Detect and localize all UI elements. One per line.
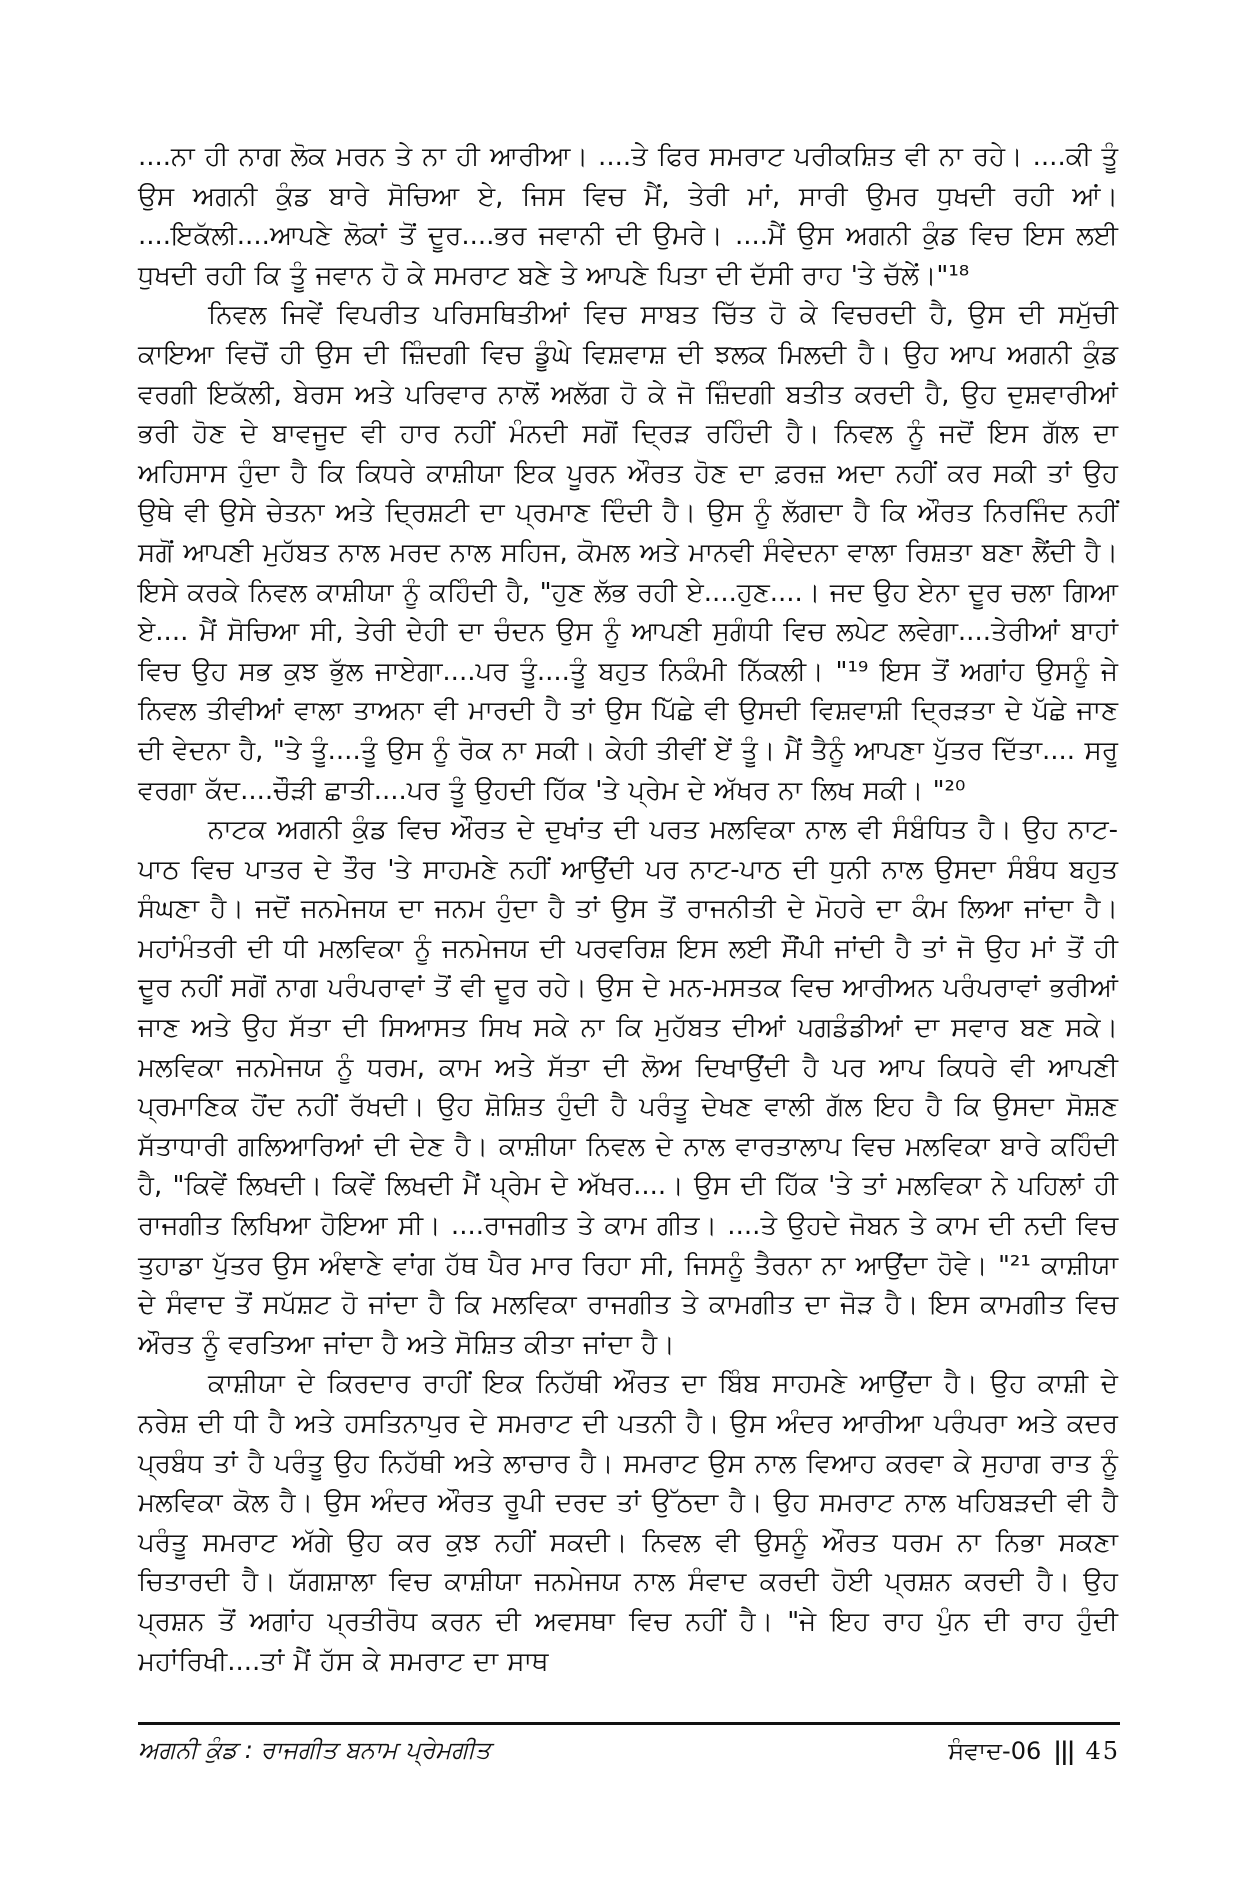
page-footer — [138, 1734, 1120, 1774]
paragraph-malvika: ਨਾਟਕ ਅਗਨੀ ਕੁੰਡ ਵਿਚ ਔਰਤ ਦੇ ਦੁਖਾਂਤ ਦੀ ਪਰਤ ਮਲਵਿਕਾ ਨਾਲ ਵੀ ਸੰਬੰਧਿਤ ਹੈ। ਉਹ ਨਾਟ-ਪਾਠ ਵਿਚ ਪਾਤਰ ਦੇ ਤੌਰ 'ਤੇ ਸਾਹਮਣੇ ਨਹੀਂ ਆਉਂਦੀ ਪਰ ਨਾਟ-ਪਾਠ ਦੀ ਧੁਨੀ ਨਾਲ ਉਸਦਾ ਸੰਬੰਧ ਬਹੁਤ ਸੰਘਣਾ ਹੈ। ਜਦੋਂ ਜਨਮੇਜਯ ਦਾ ਜਨਮ ਹੁੰਦਾ ਹੈ ਤਾਂ ਉਸ ਤੋਂ ਰਾਜਨੀਤੀ ਦੇ ਮੋਹਰੇ ਦਾ ਕੰਮ ਲਿਆ ਜਾਂਦਾ ਹੈ। ਮਹਾਂਮੰਤਰੀ ਦੀ ਧੀ ਮਲਵਿਕਾ ਨੂੰ ਜਨਮੇਜਯ ਦੀ ਪਰਵਰਿਸ਼ ਇਸ ਲਈ ਸੌਂਪੀ ਜਾਂਦੀ ਹੈ ਤਾਂ ਜੋ ਉਹ ਮਾਂ ਤੋਂ ਹੀ ਦੂਰ ਨਹੀਂ ਸਗੋਂ ਨਾਗ ਪਰੰਪਰਾਵਾਂ ਤੋਂ ਵੀ ਦੂਰ ਰਹੇ। ਉਸ ਦੇ ਮਨ-ਮਸਤਕ ਵਿਚ ਆਰੀਅਨ ਪਰੰਪਰਾਵਾਂ ਭਰੀਆਂ ਜਾਣ ਅਤੇ ਉਹ ਸੱਤਾ ਦੀ ਸਿਆਸਤ ਸਿਖ ਸਕੇ ਨਾ ਕਿ ਮੁਹੱਬਤ ਦੀਆਂ ਪਗਡੰਡੀਆਂ ਦਾ ਸਵਾਰ ਬਣ ਸਕੇ। ਮਲਵਿਕਾ ਜਨਮੇਜਯ ਨੂੰ ਧਰਮ, ਕਾਮ ਅਤੇ ਸੱਤਾ ਦੀ ਲੋਅ ਦਿਖਾਉਂਦੀ ਹੈ ਪਰ ਆਪ ਕਿਧਰੇ ਵੀ ਆਪਣੀ ਪ੍ਰਮਾਣਿਕ ਹੋਂਦ ਨਹੀਂ ਰੱਖਦੀ। ਉਹ ਸ਼ੋਸ਼ਿਤ ਹੁੰਦੀ ਹੈ ਪਰੰਤੂ ਦੇਖਣ ਵਾਲੀ ਗੱਲ ਇਹ ਹੈ ਕਿ ਉਸਦਾ ਸੋਸ਼ਣ ਸੱਤਾਧਾਰੀ ਗਲਿਆਰਿਆਂ ਦੀ ਦੇਣ ਹੈ। ਕਾਸ਼ੀਯਾ ਨਿਵਲ ਦੇ ਨਾਲ ਵਾਰਤਾਲਾਪ ਵਿਚ ਮਲਵਿਕਾ ਬਾਰੇ ਕਹਿੰਦੀ ਹੈ, "ਕਿਵੇਂ ਲਿਖਦੀ। ਕਿਵੇਂ ਲਿਖਦੀ ਮੈਂ ਪ੍ਰੇਮ ਦੇ ਅੱਖਰ....। ਉਸ ਦੀ ਹਿੱਕ 'ਤੇ ਤਾਂ ਮਲਵਿਕਾ ਨੇ ਪਹਿਲਾਂ ਹੀ ਰਾਜਗੀਤ ਲਿਖਿਆ ਹੋਇਆ ਸੀ। ....ਰਾਜਗੀਤ ਤੇ ਕਾਮ ਗੀਤ। ....ਤੇ ਉਹਦੇ ਜੋਬਨ ਤੇ ਕਾਮ ਦੀ ਨਦੀ ਵਿਚ ਤੁਹਾਡਾ ਪੁੱਤਰ ਉਸ ਅੰਞਾਣੇ ਵਾਂਗ ਹੱਥ ਪੈਰ ਮਾਰ ਰਿਹਾ ਸੀ, ਜਿਸਨੂੰ ਤੈਰਨਾ ਨਾ ਆਉਂਦਾ ਹੋਵੇ। "²¹ ਕਾਸ਼ੀਯਾ ਦੇ ਸੰਵਾਦ ਤੋਂ ਸਪੱਸ਼ਟ ਹੋ ਜਾਂਦਾ ਹੈ ਕਿ ਮਲਵਿਕਾ ਰਾਜਗੀਤ ਤੇ ਕਾਮਗੀਤ ਦਾ ਜੋੜ ਹੈ। ਇਸ ਕਾਮਗੀਤ ਵਿਚ ਔਰਤ ਨੂੰ ਵਰਤਿਆ ਜਾਂਦਾ ਹੈ ਅਤੇ ਸੋਸ਼ਿਤ ਕੀਤਾ ਜਾਂਦਾ ਹੈ। — [138, 815, 1118, 1360]
footer-divider — [138, 1722, 1120, 1725]
page-number: 45 — [1085, 1736, 1120, 1765]
paragraph-quote-continuation: ....ਨਾ ਹੀ ਨਾਗ ਲੋਕ ਮਰਨ ਤੇ ਨਾ ਹੀ ਆਰੀਆ। ....ਤੇ ਫਿਰ ਸਮਰਾਟ ਪਰੀਕਸ਼ਿਤ ਵੀ ਨਾ ਰਹੇ। ....ਕੀ ਤੂੰ ਉਸ ਅਗਨੀ ਕੁੰਡ ਬਾਰੇ ਸੋਚਿਆ ਏ, ਜਿਸ ਵਿਚ ਮੈਂ, ਤੇਰੀ ਮਾਂ, ਸਾਰੀ ਉਮਰ ਧੁਖਦੀ ਰਹੀ ਆਂ। ....ਇਕੱਲੀ....ਆਪਣੇ ਲੋਕਾਂ ਤੋਂ ਦੂਰ....ਭਰ ਜਵਾਨੀ ਦੀ ਉਮਰੇ। ....ਮੈਂ ਉਸ ਅਗਨੀ ਕੁੰਡ ਵਿਚ ਇਸ ਲਈ ਧੁਖਦੀ ਰਹੀ ਕਿ ਤੂੰ ਜਵਾਨ ਹੋ ਕੇ ਸਮਰਾਟ ਬਣੇ ਤੇ ਆਪਣੇ ਪਿਤਾ ਦੀ ਦੱਸੀ ਰਾਹ 'ਤੇ ਚੱਲੇਂ।"¹⁸ — [138, 142, 1118, 291]
footer-right — [948, 1736, 1120, 1765]
paragraph-nival: ਨਿਵਲ ਜਿਵੇਂ ਵਿਪਰੀਤ ਪਰਿਸਥਿਤੀਆਂ ਵਿਚ ਸਾਬਤ ਚਿੱਤ ਹੋ ਕੇ ਵਿਚਰਦੀ ਹੈ, ਉਸ ਦੀ ਸਮੁੱਚੀ ਕਾਇਆ ਵਿਚੋਂ ਹੀ ਉਸ ਦੀ ਜ਼ਿੰਦਗੀ ਵਿਚ ਡੂੰਘੇ ਵਿਸ਼ਵਾਸ਼ ਦੀ ਝਲਕ ਮਿਲਦੀ ਹੈ। ਉਹ ਆਪ ਅਗਨੀ ਕੁੰਡ ਵਰਗੀ ਇਕੱਲੀ, ਬੇਰਸ ਅਤੇ ਪਰਿਵਾਰ ਨਾਲੋਂ ਅਲੱਗ ਹੋ ਕੇ ਜੋ ਜ਼ਿੰਦਗੀ ਬਤੀਤ ਕਰਦੀ ਹੈ, ਉਹ ਦੁਸ਼ਵਾਰੀਆਂ ਭਰੀ ਹੋਣ ਦੇ ਬਾਵਜੂਦ ਵੀ ਹਾਰ ਨਹੀਂ ਮੰਨਦੀ ਸਗੋਂ ਦ੍ਰਿੜ ਰਹਿੰਦੀ ਹੈ। ਨਿਵਲ ਨੂੰ ਜਦੋਂ ਇਸ ਗੱਲ ਦਾ ਅਹਿਸਾਸ ਹੁੰਦਾ ਹੈ ਕਿ ਕਿਧਰੇ ਕਾਸ਼ੀਯਾ ਇਕ ਪੂਰਨ ਔਰਤ ਹੋਣ ਦਾ ਫ਼ਰਜ਼ ਅਦਾ ਨਹੀਂ ਕਰ ਸਕੀ ਤਾਂ ਉਹ ਉਥੇ ਵੀ ਉਸੇ ਚੇਤਨਾ ਅਤੇ ਦ੍ਰਿਸ਼ਟੀ ਦਾ ਪ੍ਰਮਾਣ ਦਿੰਦੀ ਹੈ। ਉਸ ਨੂੰ ਲੱਗਦਾ ਹੈ ਕਿ ਔਰਤ ਨਿਰਜਿੰਦ ਨਹੀਂ ਸਗੋਂ ਆਪਣੀ ਮੁਹੱਬਤ ਨਾਲ ਮਰਦ ਨਾਲ ਸਹਿਜ, ਕੋਮਲ ਅਤੇ ਮਾਨਵੀ ਸੰਵੇਦਨਾ ਵਾਲਾ ਰਿਸ਼ਤਾ ਬਣਾ ਲੈਂਦੀ ਹੈ। ਇਸੇ ਕਰਕੇ ਨਿਵਲ ਕਾਸ਼ੀਯਾ ਨੂੰ ਕਹਿੰਦੀ ਹੈ, "ਹੁਣ ਲੱਭ ਰਹੀ ਏ....ਹੁਣ....। ਜਦ ਉਹ ਏਨਾ ਦੂਰ ਚਲਾ ਗਿਆ ਏ.... ਮੈਂ ਸੋਚਿਆ ਸੀ, ਤੇਰੀ ਦੇਹੀ ਦਾ ਚੰਦਨ ਉਸ ਨੂੰ ਆਪਣੀ ਸੁਗੰਧੀ ਵਿਚ ਲਪੇਟ ਲਵੇਗਾ....ਤੇਰੀਆਂ ਬਾਹਾਂ ਵਿਚ ਉਹ ਸਭ ਕੁਝ ਭੁੱਲ ਜਾਏਗਾ....ਪਰ ਤੂੰ....ਤੂੰ ਬਹੁਤ ਨਿਕੰਮੀ ਨਿੱਕਲੀ। "¹⁹ ਇਸ ਤੋਂ ਅਗਾਂਹ ਉਸਨੂੰ ਜੇ ਨਿਵਲ ਤੀਵੀਆਂ ਵਾਲਾ ਤਾਅਨਾ ਵੀ ਮਾਰਦੀ ਹੈ ਤਾਂ ਉਸ ਪਿੱਛੇ ਵੀ ਉਸਦੀ ਵਿਸ਼ਵਾਸ਼ੀ ਦ੍ਰਿੜਤਾ ਦੇ ਪੱਛੇ ਜਾਣ ਦੀ ਵੇਦਨਾ ਹੈ, "ਤੇ ਤੂੰ....ਤੂੰ ਉਸ ਨੂੰ ਰੋਕ ਨਾ ਸਕੀ। ਕੇਹੀ ਤੀਵੀਂ ਏਂ ਤੂੰ। ਮੈਂ ਤੈਨੂੰ ਆਪਣਾ ਪੁੱਤਰ ਦਿੱਤਾ.... ਸਰੂ ਵਰਗਾ ਕੱਦ....ਚੌੜੀ ਛਾਤੀ....ਪਰ ਤੂੰ ਉਹਦੀ ਹਿੱਕ 'ਤੇ ਪ੍ਰੇਮ ਦੇ ਅੱਖਰ ਨਾ ਲਿਖ ਸਕੀ। "²⁰ — [138, 300, 1118, 806]
paragraph-kashiya: ਕਾਸ਼ੀਯਾ ਦੇ ਕਿਰਦਾਰ ਰਾਹੀਂ ਇਕ ਨਿਹੱਥੀ ਔਰਤ ਦਾ ਬਿੰਬ ਸਾਹਮਣੇ ਆਉਂਦਾ ਹੈ। ਉਹ ਕਾਸ਼ੀ ਦੇ ਨਰੇਸ਼ ਦੀ ਧੀ ਹੈ ਅਤੇ ਹਸਤਿਨਾਪੁਰ ਦੇ ਸਮਰਾਟ ਦੀ ਪਤਨੀ ਹੈ। ਉਸ ਅੰਦਰ ਆਰੀਆ ਪਰੰਪਰਾ ਅਤੇ ਕਦਰ ਪ੍ਰਬੰਧ ਤਾਂ ਹੈ ਪਰੰਤੂ ਉਹ ਨਿਹੱਥੀ ਅਤੇ ਲਾਚਾਰ ਹੈ। ਸਮਰਾਟ ਉਸ ਨਾਲ ਵਿਆਹ ਕਰਵਾ ਕੇ ਸੁਹਾਗ ਰਾਤ ਨੂੰ ਮਲਵਿਕਾ ਕੋਲ ਹੈ। ਉਸ ਅੰਦਰ ਔਰਤ ਰੂਪੀ ਦਰਦ ਤਾਂ ਉੱਠਦਾ ਹੈ। ਉਹ ਸਮਰਾਟ ਨਾਲ ਖਹਿਬੜਦੀ ਵੀ ਹੈ ਪਰੰਤੂ ਸਮਰਾਟ ਅੱਗੇ ਉਹ ਕਰ ਕੁਝ ਨਹੀਂ ਸਕਦੀ। ਨਿਵਲ ਵੀ ਉਸਨੂੰ ਔਰਤ ਧਰਮ ਨਾ ਨਿਭਾ ਸਕਣਾ ਚਿਤਾਰਦੀ ਹੈ। ਯੱਗਸ਼ਾਲਾ ਵਿਚ ਕਾਸ਼ੀਯਾ ਜਨਮੇਜਯ ਨਾਲ ਸੰਵਾਦ ਕਰਦੀ ਹੋਈ ਪ੍ਰਸ਼ਨ ਕਰਦੀ ਹੈ। ਉਹ ਪ੍ਰਸ਼ਨ ਤੋਂ ਅਗਾਂਹ ਪ੍ਰਤੀਰੋਧ ਕਰਨ ਦੀ ਅਵਸਥਾ ਵਿਚ ਨਹੀਂ ਹੈ। "ਜੇ ਇਹ ਰਾਹ ਪੁੰਨ ਦੀ ਰਾਹ ਹੁੰਦੀ ਮਹਾਂਰਿਖੀ....ਤਾਂ ਮੈਂ ਹੱਸ ਕੇ ਸਮਰਾਟ ਦਾ ਸਾਥ — [138, 1369, 1118, 1677]
body-text — [138, 138, 1118, 1682]
issue-label: ਸੰਵਾਦ-06 — [948, 1736, 1042, 1765]
running-title: ਅਗਨੀ ਕੁੰਡ : ਰਾਜਗੀਤ ਬਨਾਮ ਪ੍ਰੇਮਗੀਤ — [138, 1736, 491, 1764]
divider-bars-icon: ||| — [1053, 1736, 1074, 1765]
